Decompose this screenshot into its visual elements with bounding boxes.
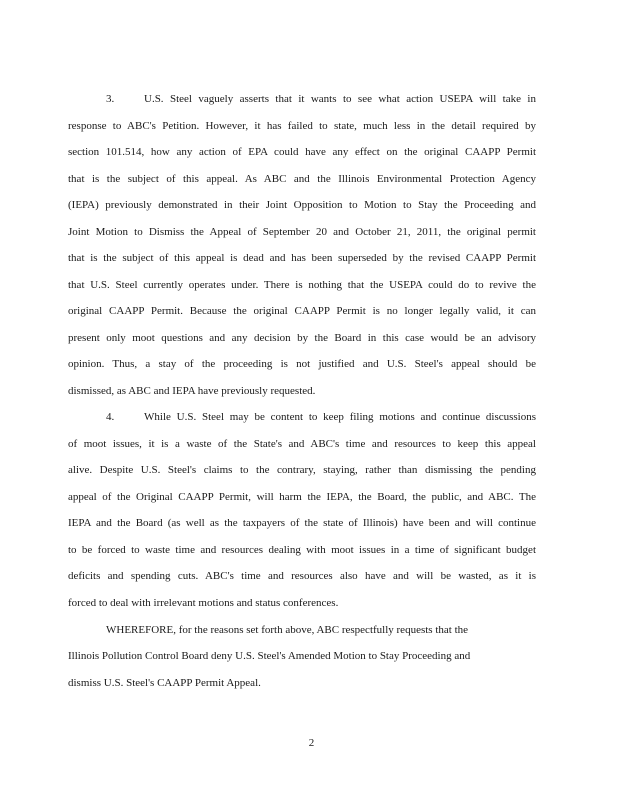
wherefore-line-1: WHEREFORE, for the reasons set forth above, ABC respectfully requests that the xyxy=(106,624,469,636)
paragraph-3-line-11: opinion. Thus, a stay of the proceeding is not justified and U.S. Steel's appeal should be xyxy=(68,358,536,370)
paragraph-3-line-5: (IEPA) previously demonstrated in their Joint Opposition to Motion to Stay the Proceeding and xyxy=(68,199,536,211)
paragraph-4-line-6: to be forced to waste time and resources dealing with moot issues in a time of significant budget xyxy=(68,544,536,556)
paragraph-3-line-4: that is the subject of this appeal. As ABC and the Illinois Environmental Protection Agency xyxy=(68,173,536,185)
paragraph-3-line-12: dismissed, as ABC and IEPA have previously requested. xyxy=(68,385,316,397)
paragraph-4-line-3: alive. Despite U.S. Steel's claims to the contrary, staying, rather than dismissing the pending xyxy=(68,464,536,476)
paragraph-3-line-7: that is the subject of this appeal is dead and has been superseded by the revised CAAPP Permit xyxy=(68,252,536,264)
paragraph-4-line-2: of moot issues, it is a waste of the State's and ABC's time and resources to keep this appeal xyxy=(68,438,536,450)
paragraph-3-line-9: original CAAPP Permit. Because the original CAAPP Permit is no longer legally valid, it can xyxy=(68,305,536,317)
paragraph-4-line-7: deficits and spending cuts. ABC's time and resources also have and will be wasted, as it is xyxy=(68,570,536,582)
paragraph-4-number: 4. xyxy=(106,411,115,423)
paragraph-3-line-10: present only moot questions and any decision by the Board in this case would be an advisory xyxy=(68,332,536,344)
paragraph-3-line-8: that U.S. Steel currently operates under. There is nothing that the USEPA could do to revive the xyxy=(68,279,536,291)
paragraph-3-line-6: Joint Motion to Dismiss the Appeal of September 20 and October 21, 2011, the original permit xyxy=(68,226,536,238)
paragraph-3-number: 3. xyxy=(106,93,115,105)
wherefore-line-3: dismiss U.S. Steel's CAAPP Permit Appeal. xyxy=(68,677,261,689)
paragraph-4-line-4: appeal of the Original CAAPP Permit, will harm the IEPA, the Board, the public, and ABC. The xyxy=(68,491,536,503)
paragraph-4-line-8: forced to deal with irrelevant motions and status conferences. xyxy=(68,597,339,609)
paragraph-4-line-5: IEPA and the Board (as well as the taxpayers of the state of Illinois) have been and will continue xyxy=(68,517,536,529)
paragraph-4-line-1: 4. While U.S. Steel may be content to keep filing motions and continue discussions xyxy=(106,411,536,423)
paragraph-3-line-1: 3. U.S. Steel vaguely asserts that it wants to see what action USEPA will take in xyxy=(106,93,536,105)
paragraph-3-line-3: section 101.514, how any action of EPA could have any effect on the original CAAPP Permit xyxy=(68,146,536,158)
paragraph-3-line-2: response to ABC's Petition. However, it has failed to state, much less in the detail required by xyxy=(68,120,536,132)
wherefore-line-2: Illinois Pollution Control Board deny U.S. Steel's Amended Motion to Stay Proceeding and xyxy=(68,650,471,662)
page-number: 2 xyxy=(308,737,315,749)
